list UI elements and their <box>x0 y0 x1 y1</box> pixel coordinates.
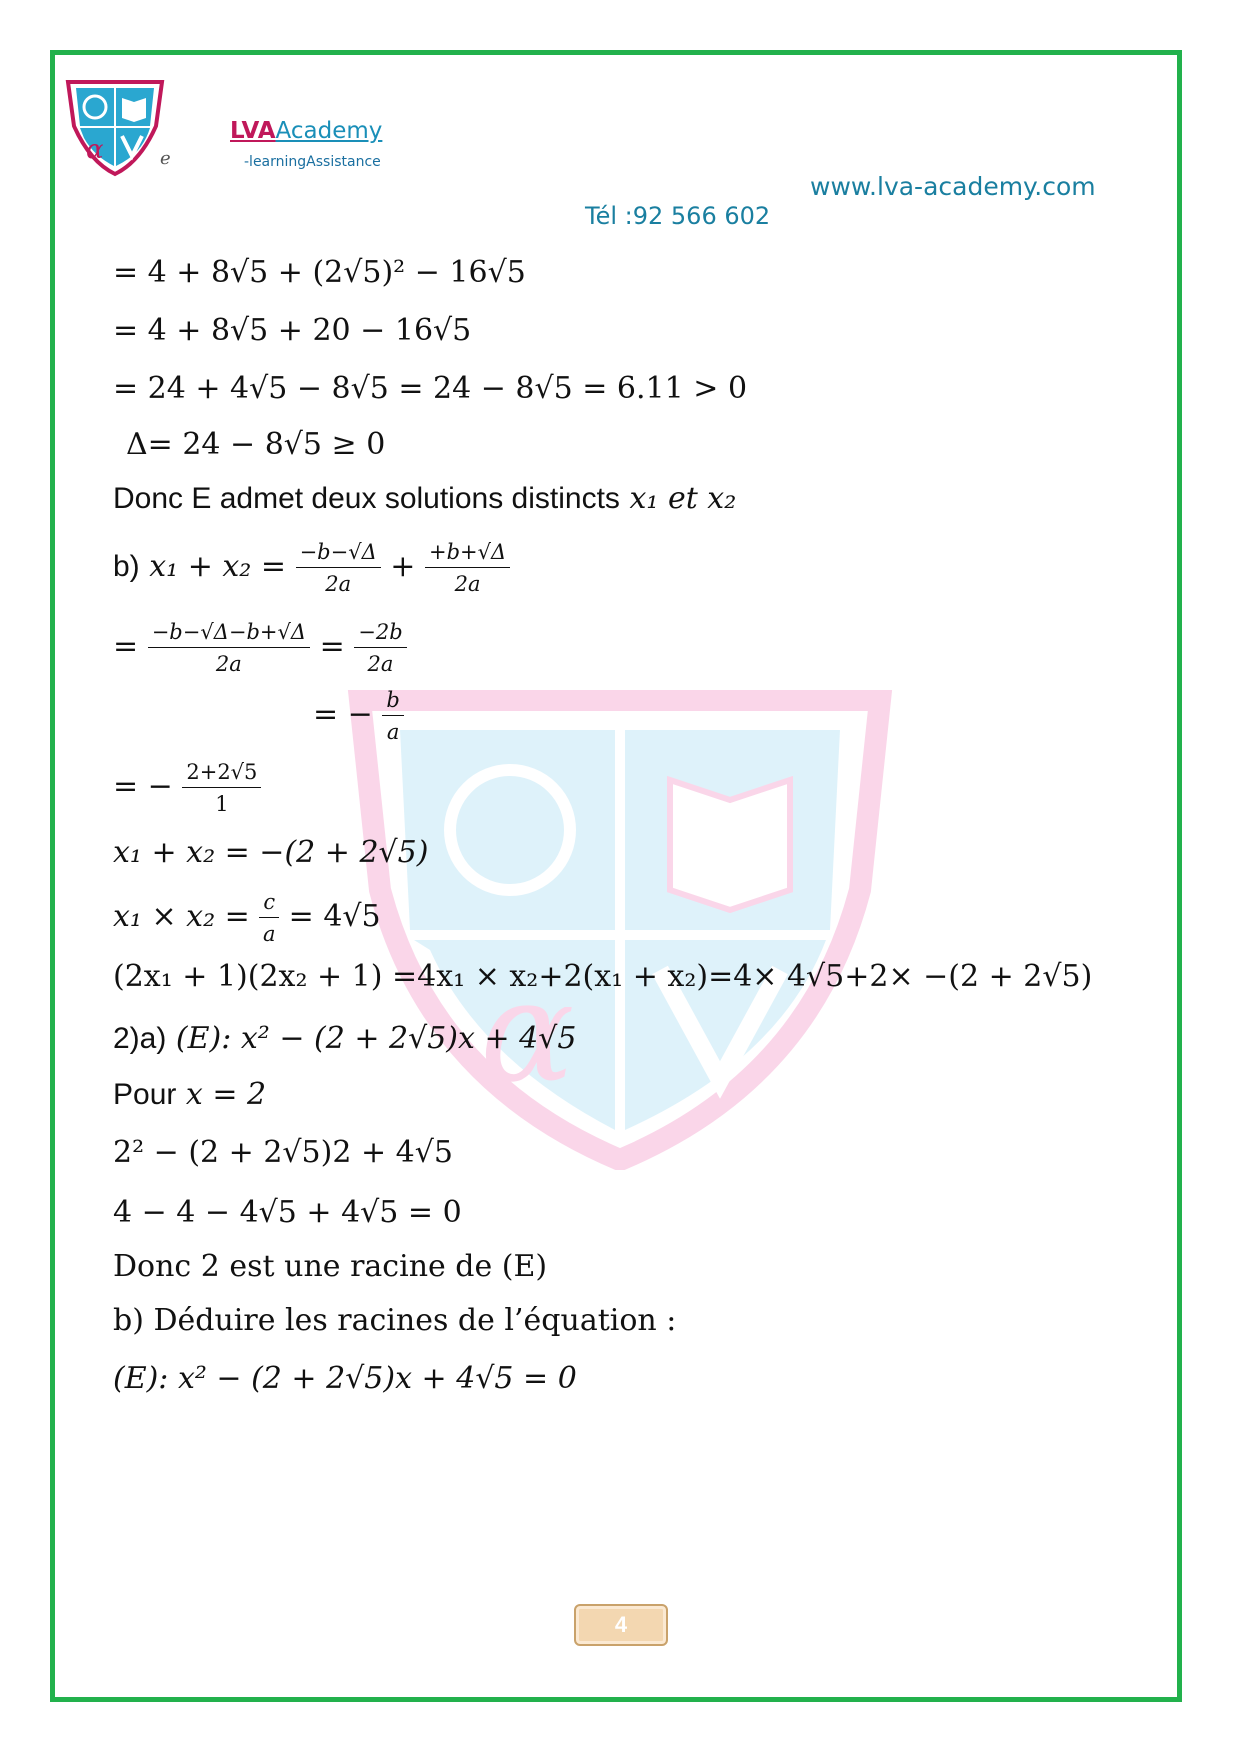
fraction-3-den: 2a <box>215 652 242 677</box>
fraction-1-den: 2a <box>325 572 352 597</box>
eq-line-2: = 4 + 8√5 + 20 − 16√5 <box>113 313 472 348</box>
fraction-6 <box>182 760 261 816</box>
fraction-1-num: −b−√Δ <box>296 540 381 568</box>
sum-label: b) <box>113 550 140 584</box>
svg-text:α: α <box>86 135 104 165</box>
brand-academy: Academy <box>275 118 383 144</box>
lva-shield-logo <box>60 78 170 178</box>
equation-e-full: (E): x² − (2 + 2√5)x + 4√5 = 0 <box>113 1361 577 1396</box>
watermark-logo <box>340 690 900 1170</box>
evaluation-line: 4 − 4 − 4√5 + 4√5 = 0 <box>113 1195 462 1230</box>
solutions-text: Donc E admet deux solutions distincts <box>113 482 620 515</box>
fraction-7 <box>259 890 279 946</box>
fraction-4-den: 2a <box>367 652 394 677</box>
equals-sign: = <box>113 629 139 665</box>
part-2a-line <box>113 1021 577 1056</box>
sum-result-line: x₁ + x₂ = −(2 + 2√5) <box>113 835 429 870</box>
fraction-5-num: b <box>382 688 403 716</box>
fraction-4 <box>354 620 406 676</box>
fraction-6-num: 2+2√5 <box>182 760 261 788</box>
fraction-3-num: −b−√Δ−b+√Δ <box>148 620 310 648</box>
phone-number: Tél :92 566 602 <box>585 202 771 230</box>
pour-text: Pour <box>113 1078 177 1111</box>
brand-name <box>230 118 382 144</box>
equals-minus-2: = − <box>113 769 173 805</box>
brand-lva: LVA <box>230 118 276 144</box>
equation-e: (E): x² − (2 + 2√5)x + 4√5 <box>175 1021 577 1056</box>
product-rhs: = 4√5 <box>288 899 381 935</box>
solutions-line <box>113 481 737 516</box>
x-equals-2: x = 2 <box>185 1077 267 1112</box>
substitution-line: 2² − (2 + 2√5)2 + 4√5 <box>113 1135 453 1170</box>
eq-line-1: = 4 + 8√5 + (2√5)² − 16√5 <box>113 255 526 290</box>
plus-sign: + <box>390 549 416 585</box>
expression-line: (2x₁ + 1)(2x₂ + 1) =4x₁ × x₂+2(x₁ + x₂)=4× 4√5+2× −(2 + 2√5) <box>113 959 1093 994</box>
fraction-1 <box>296 540 381 596</box>
part-b-heading: b) Déduire les racines de l’équation : <box>113 1303 677 1338</box>
product-lhs: x₁ × x₂ = <box>113 899 250 935</box>
fraction-4-num: −2b <box>354 620 406 648</box>
eq-line-3: = 24 + 4√5 − 8√5 = 24 − 8√5 = 6.11 > 0 <box>113 371 748 406</box>
sum-value-line <box>113 760 261 816</box>
equals-minus: = − <box>313 697 373 733</box>
fraction-2-den: 2a <box>454 572 481 597</box>
fraction-2 <box>425 540 510 596</box>
brand-tagline: -learningAssistance <box>244 154 381 170</box>
sum-step-line <box>113 620 407 676</box>
fraction-5 <box>382 688 403 744</box>
fraction-7-den: a <box>262 922 276 947</box>
fraction-2-num: +b+√Δ <box>425 540 510 568</box>
svg-text:α: α <box>480 951 575 1114</box>
fraction-6-den: 1 <box>215 792 229 817</box>
fraction-7-num: c <box>259 890 279 918</box>
delta-line: Δ= 24 − 8√5 ≥ 0 <box>126 427 386 462</box>
part-2a-label: 2)a) <box>113 1022 167 1055</box>
sum-roots-line <box>113 540 510 596</box>
pour-x-line <box>113 1077 267 1112</box>
fraction-3 <box>148 620 310 676</box>
page-number-badge: 4 <box>574 1604 668 1646</box>
fraction-5-den: a <box>386 720 400 745</box>
equals-sign-2: = <box>319 629 345 665</box>
sum-lhs: x₁ + x₂ = <box>149 549 287 585</box>
website-url[interactable]: www.lva-academy.com <box>810 172 1096 201</box>
solutions-math: x₁ et x₂ <box>629 481 737 516</box>
root-conclusion: Donc 2 est une racine de (E) <box>113 1249 548 1284</box>
logo-e-mark: e <box>160 148 171 169</box>
product-roots-line <box>113 890 381 946</box>
minus-b-over-a-line <box>313 688 404 744</box>
